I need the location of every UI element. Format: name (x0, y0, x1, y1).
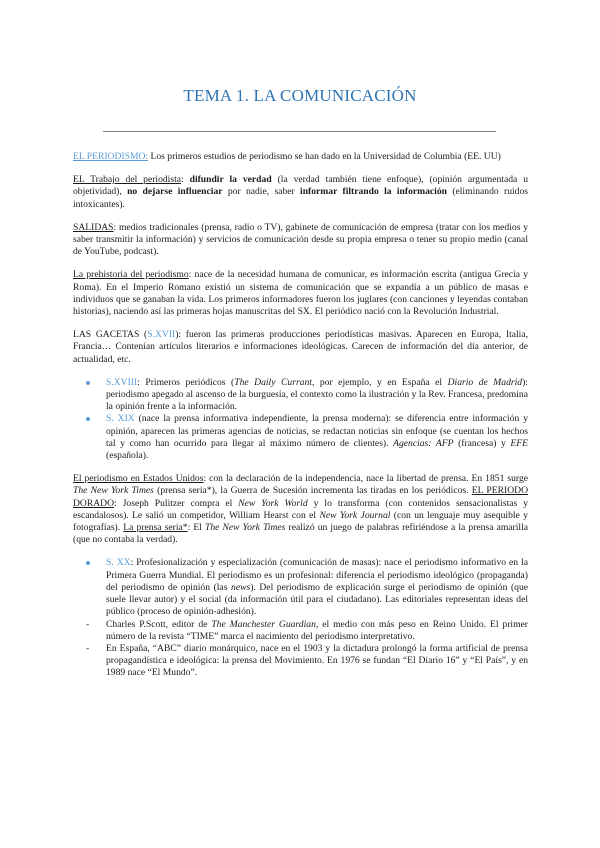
text-fragment: ): fueron las primeras producciones periodísticas masivas. Aparecen en Europa, Italia, Francia… Contenían artículos literarios e informaciones ideológicas. Carecen de información del día anterior, de actualidad, etc. (73, 329, 528, 365)
italic-title: The New York Times (204, 522, 286, 534)
century-xix: S. XIX (106, 413, 135, 425)
text-fragment: , por ejemplo, y en España el (311, 376, 448, 388)
label-salidas: SALIDAS (73, 221, 114, 233)
text-periodismo: Los primeros estudios de periodismo se han dado en la Universidad de Columbia (EE. UU) (148, 151, 501, 162)
bold-informar: informar filtrando la información (300, 186, 447, 198)
bold-no-influenciar: no dejarse influenciar (127, 186, 223, 198)
text-fragment: ). Del periodismo de explicación surge el periodismo de opinión (que suele llevar autor) y el social (da información útil para el ciudadano). Las editoriales representan ideas del público (proceso de opinión-adhesión). (106, 581, 528, 618)
bold-difundir: difundir la verdad (189, 174, 272, 186)
text-fragment: por nadie, saber (222, 186, 301, 198)
italic-title: Agencias: AFP (393, 437, 454, 449)
paragraph-trabajo (73, 174, 528, 211)
list-item-espana (106, 643, 528, 680)
paragraph-salidas (73, 222, 528, 259)
paragraph-estados-unidos (73, 473, 528, 546)
label-prensa-seria: La prensa seria* (123, 522, 188, 534)
list-item-scott (106, 619, 528, 643)
label-periodismo: EL PERIODISMO: (73, 151, 149, 162)
italic-word: news (231, 581, 251, 593)
text-fragment: (prensa seria*), la Guerra de Sucesión incrementa las tiradas en los periódicos. (153, 485, 472, 497)
text-fragment: (con un lenguaje muy asequible y fotografías). (73, 509, 528, 534)
text-fragment: (española). (106, 450, 149, 462)
paragraph-prehistoria (73, 269, 528, 318)
italic-title: The Daily Currant (234, 376, 312, 388)
italic-title: The Manchester Guardian (211, 618, 316, 630)
text-fragment: Charles P.Scott, editor de (106, 618, 212, 630)
document-body (73, 151, 528, 680)
list-item-xix (106, 413, 528, 462)
text-fragment: (eliminando ruidos intoxicantes). (73, 186, 528, 210)
text-fragment: : (181, 174, 190, 186)
italic-title: EFE (510, 437, 528, 449)
italic-title: The New York Times (73, 485, 154, 497)
text-fragment: : con la declaración de la independencia, nace la libertad de prensa. En 1851 surge (203, 473, 529, 485)
century-xvii: S.XVII (147, 329, 176, 341)
italic-title: New York World (238, 497, 308, 509)
title-divider (103, 131, 496, 132)
italic-title: Diario de Madrid (447, 376, 523, 388)
text-salidas: : medios tradicionales (prensa, radio o TV), gabinete de comunicación de empresa (tratar con los medios y saber transmitir la información) y servicios de comunicación desde su propia empresa o tener su propio medio (canal de YouTube, podcast). (73, 221, 528, 258)
century-xviii: S.XVIII (106, 376, 138, 388)
list-item-xviii (106, 377, 528, 414)
paragraph-gacetas (73, 329, 528, 366)
text-fragment: En España, “ABC” diario monárquico, nace en el 1903 y la dictadura prolongó la forma artificial de prensa propagandística e ideológica: la prensa del Movimiento. En 1976 se fundan “El Diario 16” y “El País”, y en 1989 nace “El Mundo”. (106, 642, 528, 679)
text-fragment: (francesa) y (453, 437, 511, 449)
label-trabajo: EL Trabajo del periodista (73, 174, 182, 186)
century-list-1 (73, 377, 528, 462)
text-fragment: (la verdad también tiene enfoque), (opinión argumentada u objetividad), (73, 174, 528, 198)
text-fragment: : Profesionalización y especialización (comunicación de masas): nace el periodismo informativo en la Primera Guerra Mundial. El periodismo es un profesional: diferencia el periodismo ideológico (propaganda) del periodismo de opinión (las (106, 557, 528, 593)
dash-list (73, 619, 528, 680)
italic-title: New York Journal (319, 509, 391, 521)
text-fragment: y lo transforma (con contenidos sensacionalistas y escandalosos). Le salió un competidor, William Hearst con el (73, 497, 529, 521)
page-title: TEMA 1. LA COMUNICACIÓN (183, 86, 417, 105)
text-fragment: : Joseph Pulitzer compra el (114, 497, 239, 509)
paragraph-periodismo (73, 151, 528, 163)
label-estados-unidos: El periodismo en Estados Unidos (73, 473, 204, 485)
text-prehistoria: : nace de la necesidad humana de comunicar, es información escrita (antigua Grecia y Roma). En el Imperio Romano existió un sistema de comunicación que se expandía a un público de masas e individuos que se ganaban la vida. Los primeros informadores fueron los juglares (con canciones y leyendas contaban historias), naciendo así las primeras hojas manuscritas del SX. El periódico nació con la Revolución Industrial. (73, 269, 528, 318)
label-periodo-dorado: EL PERIODO DORADO (73, 485, 529, 509)
text-fragment: : Primeros periódicos ( (137, 376, 235, 388)
text-fragment: LAS GACETAS ( (73, 329, 148, 341)
list-item-xx (106, 557, 528, 618)
text-fragment: realizó un juego de palabras refiriéndose a la prensa amarilla (que no contaba la verdad). (73, 522, 528, 546)
text-fragment: ): periodismo apegado al ascenso de la burguesía, el contexto como la ilustración y la Rev. Francesa, predomina la opinión frente a la información. (106, 376, 528, 413)
label-prehistoria: La prehistoria del periodismo (73, 269, 189, 281)
text-fragment: : El (187, 522, 205, 534)
century-xx: S. XX (106, 557, 131, 569)
text-fragment: , el medio con más peso en Reino Unido. El primer número de la revista “TIME” marca el nacimiento del periodismo interpretativo. (106, 618, 529, 642)
century-list-2 (73, 557, 528, 618)
text-fragment: (nace la prensa informativa independiente, la prensa moderna): se diferencia entre información y opinión, aparecen las primeras agencias de noticias, se redactan noticias sin enfoque (se cuentan los hechos tal y como han ocurrido para llegar al máximo número de clientes). (106, 413, 528, 449)
